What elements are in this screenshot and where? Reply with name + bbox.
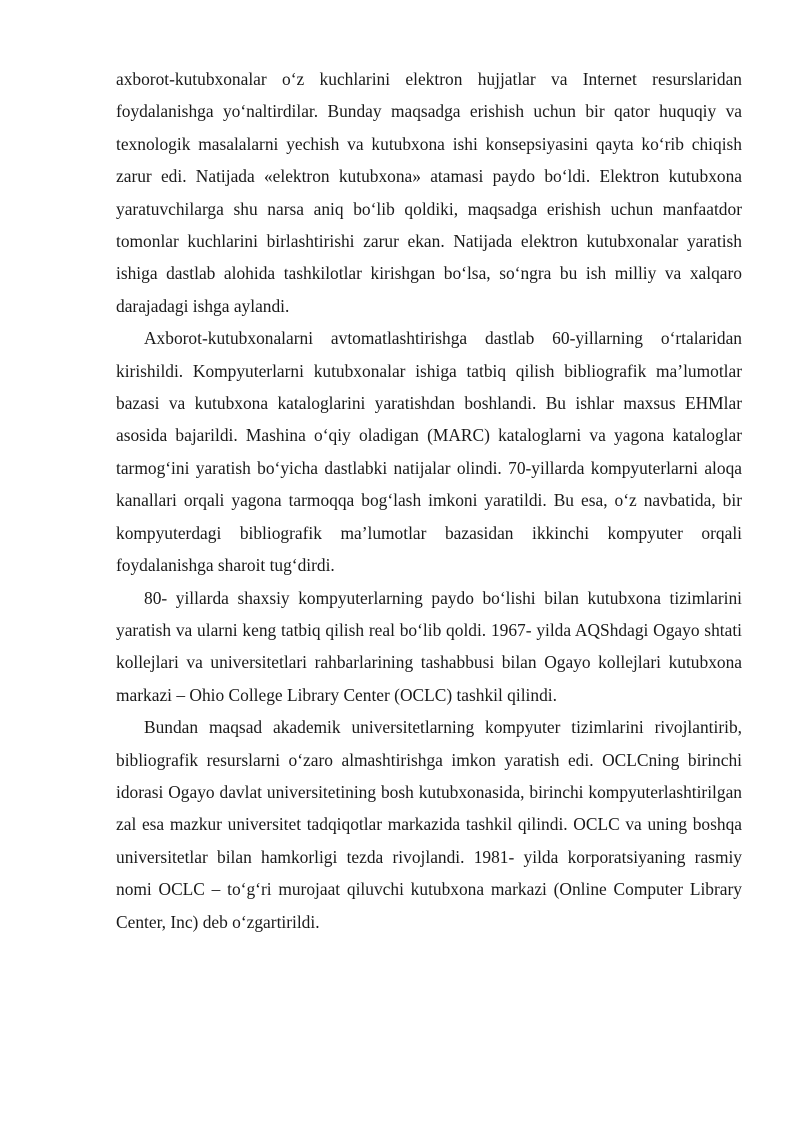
paragraph-automation-history: Axborot-kutubxonalarni avtomatlashtirishga dastlab 60-yillarning o‘rtalaridan kirishildi. Kompyuterlarni kutubxonalar ishiga tatbiq qilish bibliografik ma’lumotlar bazasi va kutubxona kataloglarini yaratishdan boshlandi. Bu ishlar maxsus EHMlar asosida bajarildi. Mashina o‘qiy oladigan (MARC) kataloglarni va yagona kataloglar tarmog‘ini yaratish bo‘yicha dastlabki natijalar olindi. 70-yillarda kompyuterlarni aloqa kanallari orqali yagona tarmoqqa bog‘lash imkoni yaratildi. Bu esa, o‘z navbatida, bir kompyuterdagi bibliografik ma’lumotlar bazasidan ikkinchi kompyuter orqali foydalanishga sharoit tug‘dirdi. xyxy=(116,328,742,576)
document-page xyxy=(116,63,742,938)
paragraph-oclc-purpose: Bundan maqsad akademik universitetlarning kompyuter tizimlarini rivojlantirib, bibliografik resurslarni o‘zaro almashtirishga imkon yaratish edi. OCLCning birinchi idorasi Ogayo davlat universitetining bosh kutubxonasida, birinchi kompyuterlashtirilgan zal esa mazkur universitet tadqiqotlar markazida tashkil qilindi. OCLC va uning boshqa universitetlar bilan hamkorligi tezda rivojlandi. 1981- yilda korporatsiyaning rasmiy nomi OCLC – to‘g‘ri murojaat qiluvchi kutubxona markazi (Online Computer Library Center, Inc) deb o‘zgartirildi. xyxy=(116,717,742,932)
paragraph-continuation: axborot-kutubxonalar o‘z kuchlarini elektron hujjatlar va Internet resurslaridan foydalanishga yo‘naltirdilar. Bunday maqsadga erishish uchun bir qator huquqiy va texnologik masalalarni yechish va kutubxona ishi konsepsiyasini qayta ko‘rib chiqish zarur edi. Natijada «elektron kutubxona» atamasi paydo bo‘ldi. Elektron kutubxona yaratuvchilarga shu narsa aniq bo‘lib qoldiki, maqsadga erishish uchun manfaatdor tomonlar kuchlarini birlashtirishi zarur ekan. Natijada elektron kutubxonalar yaratish ishiga dastlab alohida tashkilotlar kirishgan bo‘lsa, so‘ngra bu ish milliy va xalqaro darajadagi ishga aylandi. xyxy=(116,69,742,316)
paragraph-oclc-founding: 80- yillarda shaxsiy kompyuterlarning paydo bo‘lishi bilan kutubxona tizimlarini yaratish va ularni keng tatbiq qilish real bo‘lib qoldi. 1967- yilda AQShdagi Ogayo shtati kollejlari va universitetlari rahbarlarining tashabbusi bilan Ogayo kollejlari kutubxona markazi – Ohio College Library Center (OCLC) tashkil qilindi. xyxy=(116,587,742,705)
